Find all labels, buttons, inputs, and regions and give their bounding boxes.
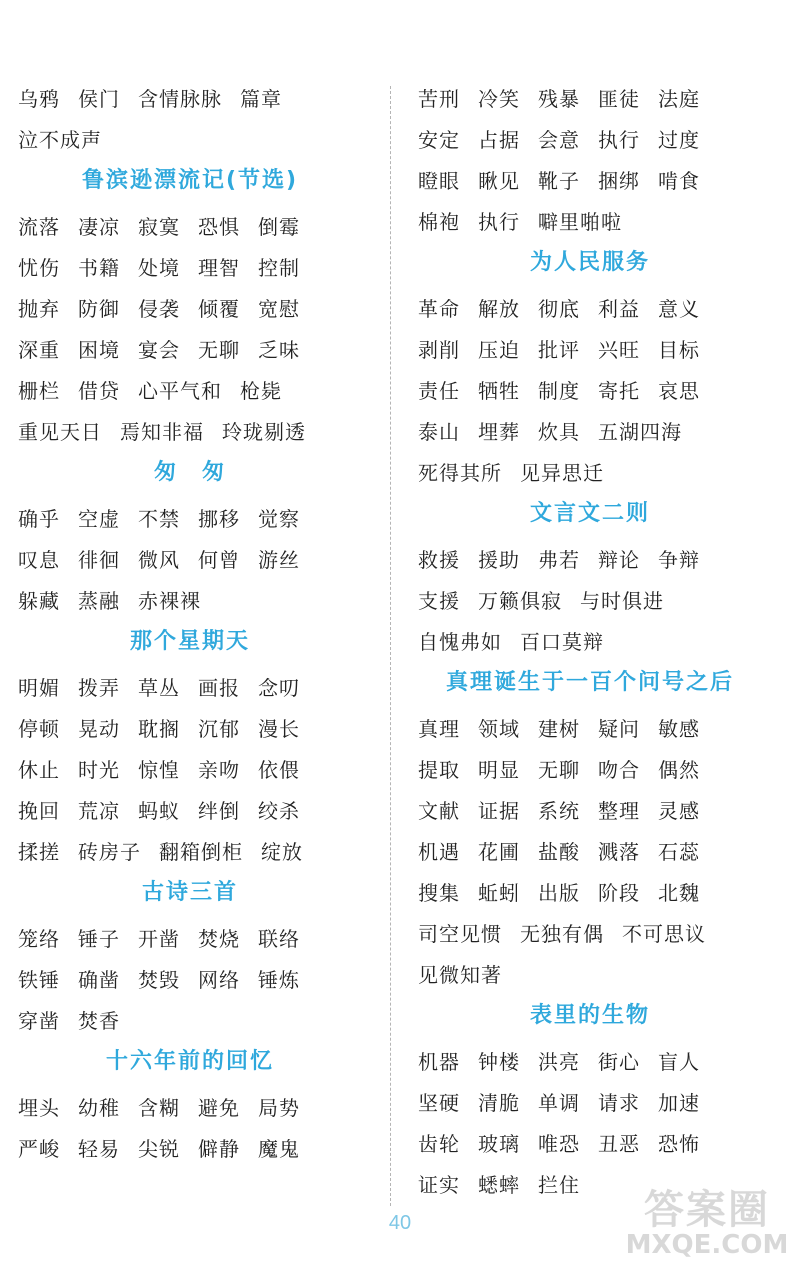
vocab-word: 自愧弗如 (418, 630, 502, 654)
vocab-word: 乏味 (258, 338, 300, 362)
vocab-word: 文献 (418, 799, 460, 823)
column-divider (390, 86, 391, 1206)
vocab-word: 安定 (418, 128, 460, 152)
vocab-word: 棉袍 (418, 210, 460, 234)
vocab-row (418, 293, 718, 325)
vocab-word: 控制 (258, 256, 300, 280)
lesson-title: 鲁滨逊漂流记(节选) (81, 168, 299, 193)
vocab-word: 玲珑剔透 (222, 420, 306, 444)
vocab-word: 北魏 (658, 881, 700, 905)
vocab-word: 拦住 (538, 1173, 580, 1197)
vocab-word: 重见天日 (18, 420, 102, 444)
vocab-word: 幼稚 (78, 1096, 120, 1120)
vocab-word: 弗若 (538, 548, 580, 572)
lesson-title: 那个星期天 (129, 629, 250, 654)
vocab-word: 侵袭 (138, 297, 180, 321)
vocab-word: 确凿 (78, 968, 120, 992)
vocab-word: 泣不成声 (18, 128, 102, 152)
vocab-word: 清脆 (478, 1091, 520, 1115)
lesson-title: 真理诞生于一百个问号之后 (445, 670, 734, 695)
vocab-word: 噼里啪啦 (538, 210, 622, 234)
vocab-word: 玻璃 (478, 1132, 520, 1156)
vocab-word: 微风 (138, 548, 180, 572)
vocab-word: 宴会 (138, 338, 180, 362)
vocab-word: 机器 (418, 1050, 460, 1074)
vocab-word: 砖房子 (78, 840, 141, 864)
vocab-word: 阶段 (598, 881, 640, 905)
vocab-word: 啃食 (658, 169, 700, 193)
vocab-word: 流落 (18, 215, 60, 239)
vocab-row (418, 877, 718, 909)
vocab-word: 无独有偶 (520, 922, 604, 946)
vocab-row (18, 416, 324, 448)
vocab-row (18, 293, 318, 325)
vocab-row (418, 585, 682, 617)
vocab-word: 兴旺 (598, 338, 640, 362)
vocab-word: 穿凿 (18, 1009, 60, 1033)
vocab-row (18, 544, 318, 576)
vocab-word: 支援 (418, 589, 460, 613)
vocab-row (418, 959, 520, 991)
vocab-word: 晃动 (78, 717, 120, 741)
vocab-word: 盲人 (658, 1050, 700, 1074)
vocab-word: 瞅见 (478, 169, 520, 193)
vocab-row (18, 754, 318, 786)
vocab-word: 徘徊 (78, 548, 120, 572)
vocab-word: 念叨 (258, 676, 300, 700)
vocab-word: 焚烧 (198, 927, 240, 951)
vocab-word: 含糊 (138, 1096, 180, 1120)
vocab-word: 僻静 (198, 1137, 240, 1161)
vocab-word: 死得其所 (418, 461, 502, 485)
vocab-word: 溅落 (598, 840, 640, 864)
vocab-word: 单调 (538, 1091, 580, 1115)
vocab-row (418, 918, 724, 950)
vocab-word: 目标 (658, 338, 700, 362)
lesson-title: 古诗三首 (141, 880, 238, 905)
vocab-word: 坚硬 (418, 1091, 460, 1115)
vocab-row (418, 334, 718, 366)
vocab-word: 真理 (418, 717, 460, 741)
vocab-word: 花圃 (478, 840, 520, 864)
vocab-row (418, 795, 718, 827)
vocab-row (418, 544, 718, 576)
vocab-word: 石蕊 (658, 840, 700, 864)
vocab-word: 沉郁 (198, 717, 240, 741)
vocab-row (418, 124, 718, 156)
lesson-title: 为人民服务 (529, 250, 650, 275)
vocab-word: 寄托 (598, 379, 640, 403)
vocab-row (18, 252, 318, 284)
vocab-word: 丑恶 (598, 1132, 640, 1156)
vocab-word: 敏感 (658, 717, 700, 741)
lesson-title: 表里的生物 (529, 1003, 650, 1028)
vocab-word: 轻易 (78, 1137, 120, 1161)
vocab-row (18, 1092, 318, 1124)
vocab-word: 提取 (418, 758, 460, 782)
vocab-word: 联络 (258, 927, 300, 951)
vocab-word: 匪徒 (598, 87, 640, 111)
vocab-row (18, 124, 120, 156)
vocab-row (418, 1087, 718, 1119)
vocab-word: 困境 (78, 338, 120, 362)
vocab-word: 书籍 (78, 256, 120, 280)
vocab-word: 见微知著 (418, 963, 502, 987)
vocab-word: 辩论 (598, 548, 640, 572)
vocab-word: 意义 (658, 297, 700, 321)
vocab-word: 压迫 (478, 338, 520, 362)
vocab-word: 时光 (78, 758, 120, 782)
vocab-word: 防御 (78, 297, 120, 321)
vocab-word: 空虚 (78, 507, 120, 531)
vocab-word: 心平气和 (138, 379, 222, 403)
vocab-word: 制度 (538, 379, 580, 403)
vocab-word: 炊具 (538, 420, 580, 444)
vocab-word: 蟋蟀 (478, 1173, 520, 1197)
vocab-word: 机遇 (418, 840, 460, 864)
vocab-word: 翻箱倒柜 (159, 840, 243, 864)
vocab-word: 栅栏 (18, 379, 60, 403)
vocab-word: 剥削 (418, 338, 460, 362)
vocab-word: 救援 (418, 548, 460, 572)
vocab-word: 泰山 (418, 420, 460, 444)
page-number: 40 (388, 1212, 412, 1234)
vocab-word: 系统 (538, 799, 580, 823)
vocab-word: 过度 (658, 128, 700, 152)
vocab-word: 确乎 (18, 507, 60, 531)
vocab-word: 凄凉 (78, 215, 120, 239)
vocab-word: 无聊 (538, 758, 580, 782)
vocab-word: 司空见惯 (418, 922, 502, 946)
vocab-word: 会意 (538, 128, 580, 152)
vocab-word: 唯恐 (538, 1132, 580, 1156)
vocab-word: 明显 (478, 758, 520, 782)
vocab-word: 侯门 (78, 87, 120, 111)
vocab-row (418, 713, 718, 745)
vocab-row (18, 672, 318, 704)
vocab-word: 责任 (418, 379, 460, 403)
vocab-row (418, 375, 718, 407)
vocab-word: 画报 (198, 676, 240, 700)
vocab-row (418, 1169, 598, 1201)
vocab-word: 不可思议 (622, 922, 706, 946)
vocab-word: 出版 (538, 881, 580, 905)
vocab-word: 无聊 (198, 338, 240, 362)
vocab-word: 援助 (478, 548, 520, 572)
vocab-word: 明媚 (18, 676, 60, 700)
vocab-word: 百口莫辩 (520, 630, 604, 654)
vocab-word: 革命 (418, 297, 460, 321)
vocab-word: 苦刑 (418, 87, 460, 111)
vocab-word: 证据 (478, 799, 520, 823)
vocab-row (18, 375, 300, 407)
vocab-row (18, 795, 318, 827)
vocab-word: 万籁俱寂 (478, 589, 562, 613)
vocab-word: 疑问 (598, 717, 640, 741)
vocab-word: 不禁 (138, 507, 180, 531)
vocab-word: 恐惧 (198, 215, 240, 239)
vocab-word: 觉察 (258, 507, 300, 531)
vocab-word: 与时俱进 (580, 589, 664, 613)
vocab-row (18, 334, 318, 366)
vocab-word: 蒸融 (78, 589, 120, 613)
vocab-word: 齿轮 (418, 1132, 460, 1156)
vocab-row (18, 923, 318, 955)
vocab-row (18, 1005, 138, 1037)
vocab-word: 占据 (478, 128, 520, 152)
vocab-word: 哀思 (658, 379, 700, 403)
vocab-word: 洪亮 (538, 1050, 580, 1074)
vocab-word: 魔鬼 (258, 1137, 300, 1161)
vocab-word: 忧伤 (18, 256, 60, 280)
vocab-word: 停顿 (18, 717, 60, 741)
vocab-word: 街心 (598, 1050, 640, 1074)
vocab-word: 何曾 (198, 548, 240, 572)
vocab-word: 蚯蚓 (478, 881, 520, 905)
vocab-word: 证实 (418, 1173, 460, 1197)
vocab-word: 网络 (198, 968, 240, 992)
vocab-word: 深重 (18, 338, 60, 362)
vocab-word: 领域 (478, 717, 520, 741)
vocab-word: 揉搓 (18, 840, 60, 864)
vocab-word: 休止 (18, 758, 60, 782)
vocab-word: 加速 (658, 1091, 700, 1115)
vocab-word: 抛弃 (18, 297, 60, 321)
vocab-word: 灵感 (658, 799, 700, 823)
vocab-word: 开凿 (138, 927, 180, 951)
vocab-word: 寂寞 (138, 215, 180, 239)
vocab-word: 建树 (538, 717, 580, 741)
lesson-title: 十六年前的回忆 (105, 1049, 274, 1074)
vocab-word: 埋葬 (478, 420, 520, 444)
lesson-title: 文言文二则 (529, 501, 650, 526)
vocab-word: 瞪眼 (418, 169, 460, 193)
vocab-row (418, 83, 718, 115)
vocab-row (18, 83, 300, 115)
vocab-word: 含情脉脉 (138, 87, 222, 111)
vocab-word: 挽回 (18, 799, 60, 823)
watermark-top-text: 答案圈 (644, 1187, 770, 1233)
vocab-row (418, 457, 622, 489)
watermark-bottom-text: MXQE.COM (625, 1230, 789, 1260)
vocab-word: 尖锐 (138, 1137, 180, 1161)
vocab-word: 耽搁 (138, 717, 180, 741)
vocab-word: 叹息 (18, 548, 60, 572)
vocab-word: 偶然 (658, 758, 700, 782)
vocab-word: 牺牲 (478, 379, 520, 403)
vocab-word: 请求 (598, 1091, 640, 1115)
vocab-word: 残暴 (538, 87, 580, 111)
vocab-word: 赤裸裸 (138, 589, 201, 613)
vocab-word: 铁锤 (18, 968, 60, 992)
vocab-row (418, 206, 640, 238)
vocab-word: 吻合 (598, 758, 640, 782)
vocab-word: 法庭 (658, 87, 700, 111)
vocab-row (18, 211, 318, 243)
vocab-word: 乌鸦 (18, 87, 60, 111)
vocab-row (18, 1133, 318, 1165)
vocab-row (418, 626, 622, 658)
vocab-word: 荒凉 (78, 799, 120, 823)
lesson-title: 匆 匆 (153, 460, 226, 485)
vocab-word: 依偎 (258, 758, 300, 782)
vocab-row (418, 836, 718, 868)
vocab-word: 处境 (138, 256, 180, 280)
vocab-row (18, 964, 318, 996)
vocab-word: 见异思迁 (520, 461, 604, 485)
vocab-word: 局势 (258, 1096, 300, 1120)
vocab-row (418, 1046, 718, 1078)
vocab-word: 搜集 (418, 881, 460, 905)
vocab-word: 整理 (598, 799, 640, 823)
vocab-word: 拨弄 (78, 676, 120, 700)
vocab-word: 焉知非福 (120, 420, 204, 444)
watermark-logo (618, 1178, 796, 1264)
vocab-row (18, 836, 321, 868)
vocab-word: 游丝 (258, 548, 300, 572)
vocab-word: 冷笑 (478, 87, 520, 111)
vocab-word: 枪毙 (240, 379, 282, 403)
vocab-word: 绞杀 (258, 799, 300, 823)
vocab-word: 捆绑 (598, 169, 640, 193)
vocab-word: 躲藏 (18, 589, 60, 613)
vocab-word: 惊惶 (138, 758, 180, 782)
vocab-row (418, 754, 718, 786)
vocab-word: 埋头 (18, 1096, 60, 1120)
vocab-word: 倾覆 (198, 297, 240, 321)
vocab-row (18, 503, 318, 535)
vocab-word: 挪移 (198, 507, 240, 531)
vocab-word: 批评 (538, 338, 580, 362)
vocab-word: 五湖四海 (598, 420, 682, 444)
vocab-word: 理智 (198, 256, 240, 280)
vocab-row (418, 165, 718, 197)
vocab-word: 避免 (198, 1096, 240, 1120)
vocab-word: 宽慰 (258, 297, 300, 321)
vocab-word: 篇章 (240, 87, 282, 111)
vocab-row (418, 416, 700, 448)
vocab-word: 执行 (478, 210, 520, 234)
vocab-word: 恐怖 (658, 1132, 700, 1156)
vocab-word: 严峻 (18, 1137, 60, 1161)
vocab-word: 钟楼 (478, 1050, 520, 1074)
vocab-word: 倒霉 (258, 215, 300, 239)
vocab-word: 借贷 (78, 379, 120, 403)
vocab-word: 笼络 (18, 927, 60, 951)
vocab-word: 绽放 (261, 840, 303, 864)
vocab-word: 焚毁 (138, 968, 180, 992)
vocab-word: 焚香 (78, 1009, 120, 1033)
vocab-word: 解放 (478, 297, 520, 321)
vocab-word: 彻底 (538, 297, 580, 321)
vocab-word: 利益 (598, 297, 640, 321)
vocab-word: 靴子 (538, 169, 580, 193)
vocab-word: 盐酸 (538, 840, 580, 864)
vocab-word: 亲吻 (198, 758, 240, 782)
vocab-row (18, 585, 219, 617)
vocab-word: 绊倒 (198, 799, 240, 823)
vocab-word: 草丛 (138, 676, 180, 700)
vocab-word: 锤子 (78, 927, 120, 951)
vocab-word: 锤炼 (258, 968, 300, 992)
vocab-word: 争辩 (658, 548, 700, 572)
vocab-word: 漫长 (258, 717, 300, 741)
vocab-row (18, 713, 318, 745)
vocab-word: 蚂蚁 (138, 799, 180, 823)
vocab-row (418, 1128, 718, 1160)
vocab-word: 执行 (598, 128, 640, 152)
